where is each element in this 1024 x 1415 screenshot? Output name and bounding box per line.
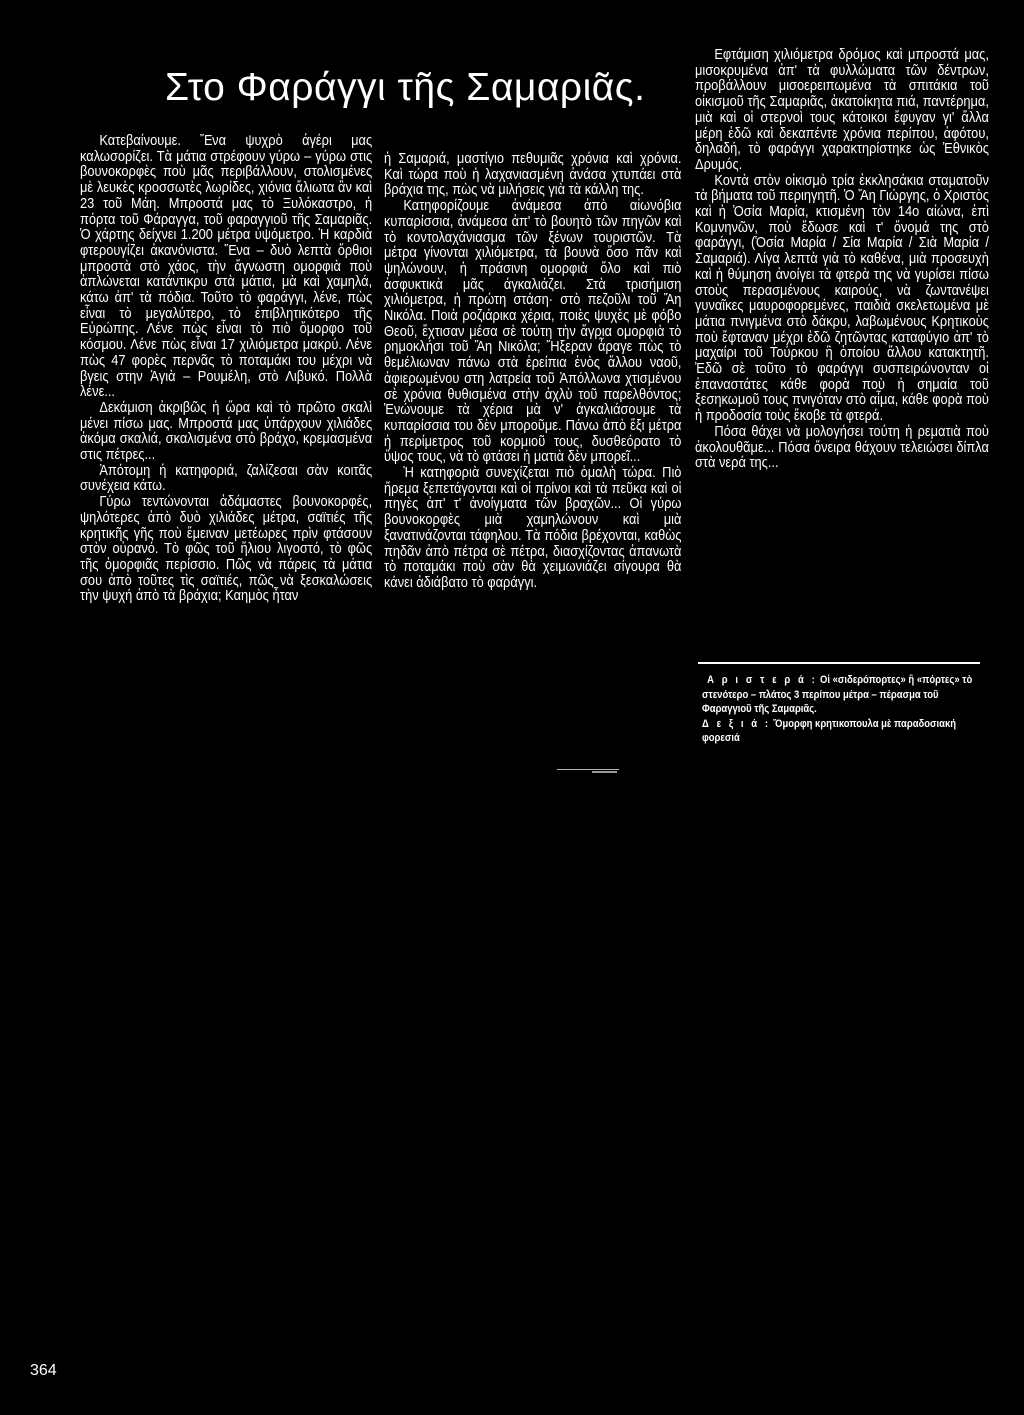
caption-left-label: Α ρ ι σ τ ε ρ ά : (707, 674, 818, 686)
paragraph: Κατηφορίζουμε ἀνάμεσα ἀπὸ αἰωνόβια κυπαρίσσια, ἀνάμεσα ἀπ' τὸ βουητὸ τῶν πηγῶν καὶ τὸ κοντολαχάνιασμα τῶν ξένων τουριστῶν. Τὰ μέτρα γίνονται χιλιόμετρα, τὰ βουνὰ ὅσο πᾶν καὶ ψηλώνουν, ἡ πράσινη ομορφιὰ ὅλο καὶ πιὸ ἀσφυκτικὰ μᾶς άγκαλιάζει. Στὰ τρισήμιση χιλιόμετρα, ἡ πρώτη στάση· στὸ πεζοῦλι τοῦ Ἅη Νικόλα. Ποιὰ ροζιάρικα χέρια, ποιὲς ψυχὲς μὲ φόβο Θεοῦ, ἔχτισαν μέσα σὲ τούτη τὴν ἄγρια ομορφιὰ τὸ ρημοκλήσι τοῦ Ἅη Νικόλα; Ἤξεραν ἆραγε πὼς τὸ θεμέλιωναν πάνω στὰ ἐρείπια ἑνὸς ἄλλου ναοῦ, ἀφιερωμένου στη λατρεία τοῦ Ἀπόλλωνα χτισμένου σὲ χρόνια θυθισμένα στὴν ἀχλὺ τοῦ παρελθόντος; Ἑνώνουμε τὰ χέρια μὰ ν' ἀγκαλιάσουμε τὰ κυπαρίσσια του δὲν μποροῦμε. Πάνω ἀπὸ ἔξι μέτρα ἡ περίμετρος τοῦ κορμιοῦ τους, δυσθεόρατο τὸ ὕψος τους, νὰ τὸ φτάσει ἡ ματιὰ δὲν μπορεῖ... (384, 198, 682, 466)
photo-caption (702, 673, 977, 746)
paragraph: Πόσα θάχει νὰ μολογήσει τούτη ἡ ρεματιὰ ποὺ ἀκολουθᾶμε... Πόσα ὄνειρα θάχουν τελειώσει δίπλα στὰ νερά της... (695, 423, 989, 472)
paragraph: Ἡ κατηφοριὰ συνεχίζεται πιὸ ὁμαλὴ τώρα. Πιὸ ἤρεμα ξεπετάγονται καὶ οἱ πρίνοι καὶ τὰ πεῦκα καὶ οἱ πηγὲς ἀπ' τ' ἀνοίγματα τῶν βραχῶν... Οἱ γύρω βουνοκορφὲς μιὰ χαμηλώνουν καὶ μιὰ ξανατινάζονται τάφηλου. Τὰ πόδια βρέχονται, καθὼς πηδᾶν ἀπὸ πέτρα σὲ πέτρα, διασχίζοντας ἀπανωτὰ τὸ ποταμάκι ποὺ σὰν θὰ χειμωνιάζει σίγουρα θὰ κάνει ἀδιάβατο τὸ φαράγγι. (384, 465, 682, 591)
paragraph: ἡ Σαμαριά, μαστίγιο πεθυμιᾶς χρόνια καὶ χρόνια. Καὶ τώρα ποὺ ἡ λαχανιασμένη ἀνάσα χτυπάει στὰ βράχια της, πὼς νὰ μιλήσεις γιὰ τὰ κάλλη της. (384, 151, 682, 199)
article-title: Στο Φαράγγι τῆς Σαμαριᾶς. (165, 66, 646, 109)
paragraph: Δεκάμιση ἀκριβῶς ἡ ὥρα καὶ τὸ πρῶτο σκαλὶ μένει πίσω μας. Μπροστά μας ὑπάρχουν χιλιάδες ἀκόμα σκαλιά, σκαλισμένα στὸ βράχο, κρεμασμένα στις πέτρες... (80, 399, 373, 464)
paragraph: Κατεβαίνουμε. Ἕνα ψυχρὸ ἀγέρι μας καλωσορίζει. Τὰ μάτια στρέφουν γύρω – γύρω στις βουνοκορφὲς ποὺ μᾶς περιβάλλουν, στολισμένες μὲ λευκὲς κροσσωτὲς λωρίδες, χιόνια ἄλιωτα ἂν καὶ 23 τοῦ Μάη. Μπροστά μας τὸ Ξυλόκαστρο, ἡ πόρτα τοῦ Φάραγγα, τοῦ φαραγγιοῦ τῆς Σαμαριᾶς. Ὁ χάρτης δείχνει 1.200 μέτρα ὑψόμετρο. Ἡ καρδιὰ φτερουγίζει ἀκανόνιστα. Ἕνα – δυὸ λεπτὰ ὄρθιοι μπροστὰ στὸ χάος, τὴν ἄγνωστη ομορφιὰ ποὺ ἁπλώνεται κατάντικρυ στὰ μάτια, μὰ καὶ χαμηλά, κάτω ἀπ' τὰ πόδια. Τοῦτο τὸ φαράγγι, λένε, πὼς εἶναι τὸ μεγαλύτερο, τὸ ἐπιβλητικότερο τῆς Εὐρώπης. Λένε πὼς εἶναι τὸ πιὸ ὄμορφο τοῦ κόσμου. Λένε πὼς εἶναι 17 χιλιόμετρα μακρύ. Λένε πὼς 47 φορὲς περνᾶς τὸ ποταμάκι του μέχρι νὰ βγεις στην Ἁγιὰ – Ρουμέλη, στὸ Λιβυκό. Πολλὰ λένε... (80, 133, 373, 401)
text-column-2 (384, 152, 681, 592)
paragraph: Ἀπότομη ἡ κατηφοριά, ζαλίζεσαι σὰν κοιτᾶς συνέχεια κάτω. (80, 462, 373, 495)
text-column-1 (80, 134, 372, 605)
caption-divider (698, 662, 980, 664)
text-column-3 (695, 48, 989, 472)
caption-left-text: Οἱ «σιδερόπορτες» ἢ «πόρτες» τὸ στενότερο – πλάτος 3 περίπου μέτρα – πέρασμα τοῦ Φαραγγιοῦ τῆς Σαμαριᾶς. (702, 674, 973, 715)
caption-right (702, 717, 977, 746)
paragraph: Εφτάμιση χιλιόμετρα δρόμος καὶ μπροστά μας, μισοκρυμένα ἀπ' τὰ φυλλώματα τῶν δέντρων, προβάλλουν μισοερειπωμένα τὰ σπιτάκια τοῦ οἰκισμοῦ τῆς Σαμαριᾶς, ἀκατοίκητα πιά, παντέρημα, μιὰ καὶ οἱ στερνοὶ τους κάτοικοι ἔφυγαν γι' ἄλλα μέρη ἐδῶ καὶ δεκαπέντε χρόνια περίπου, ἀφότου, δηλαδή, τὸ φαράγγι χαρακτηρίστηκε ὡς Ἐθνικὸς Δρυμός. (695, 47, 989, 173)
caption-right-text: Ὄμορφη κρητικοπουλα μὲ παραδοσιακή φορεσιά (702, 717, 957, 744)
caption-right-label: Δ ε ξ ι ά : (702, 717, 771, 730)
page-number: 364 (30, 1362, 57, 1379)
paragraph: Γύρω τεντώνονται ἀδάμαστες βουνοκορφές, ψηλότερες ἀπὸ δυὸ χιλιάδες μέτρα, σαϊτιές τῆς κρητικῆς γῆς ποὺ ἔμειναν μετέωρες πρὶν φτάσουν στὸν οὐρανό. Τὸ φῶς τοῦ ἥλιου λιγοστό, τὸ φῶς τῆς ὀμορφιᾶς περίσσιο. Πῶς νὰ πάρεις τὰ μάτια σου ἀπὸ τοῦτες τὶς σαϊτιές, πῶς νὰ ξεσκαλώσεις τὴν ψυχή ἀπὸ τὰ βράχια; Καημὸς ἦταν (80, 494, 373, 605)
caption-left (702, 673, 977, 717)
divider (592, 771, 617, 773)
paragraph: Κοντὰ στὸν οἰκισμὸ τρία ἐκκλησάκια σταματοῦν τὰ βήματα τοῦ περιηγητῆ. Ὁ Ἅη Γιώργης, ὁ Χριστὸς καὶ ἡ Ὁσία Μαρία, κτισμένη τὸν 14ο αἰώνα, ἐπὶ Κομνηνῶν, ποὺ ἔδωσε καὶ τ' ὄνομά της στὸ φαράγγι, (Ὁσία Μαρία / Σία Μαρία / Σιὰ Μαρία / Σαμαριά). Λίγα λεπτὰ γιὰ τὸ καθένα, μιὰ προσευχὴ καὶ ἡ θύμηση ἀνοίγει τὰ φτερὰ της νὰ γυρίσει πίσω στοὺς περασμένους καιρούς, νὰ ζωντανέψει γυναῖκες μαυροφορεμένες, παιδιὰ σκελετωμένα μὲ μάτια πνιγμένα στὸ δάκρυ, λαβωμένους Κρητικοὺς ποὺ ἔφταναν μέχρι ἐδῶ ζητῶντας καταφύγιο ἀπ' τὸ μαχαίρι τοῦ Τούρκου ἢ ὁποίου ἄλλου κατακτητῆ. Ἐδῶ σὲ τοῦτο τὸ φαράγγι συσπειρώνονταν οἱ ἐπαναστάτες κάθε φορὰ ποὺ ἡ σημαία τοῦ ξεσηκωμοῦ τους πνιγόταν στὸ αἷμα, κάθε φορὰ ποὺ ἡ προδοσία τοὺς ἔκοβε τὰ φτερά. (695, 172, 989, 425)
divider (557, 769, 619, 770)
